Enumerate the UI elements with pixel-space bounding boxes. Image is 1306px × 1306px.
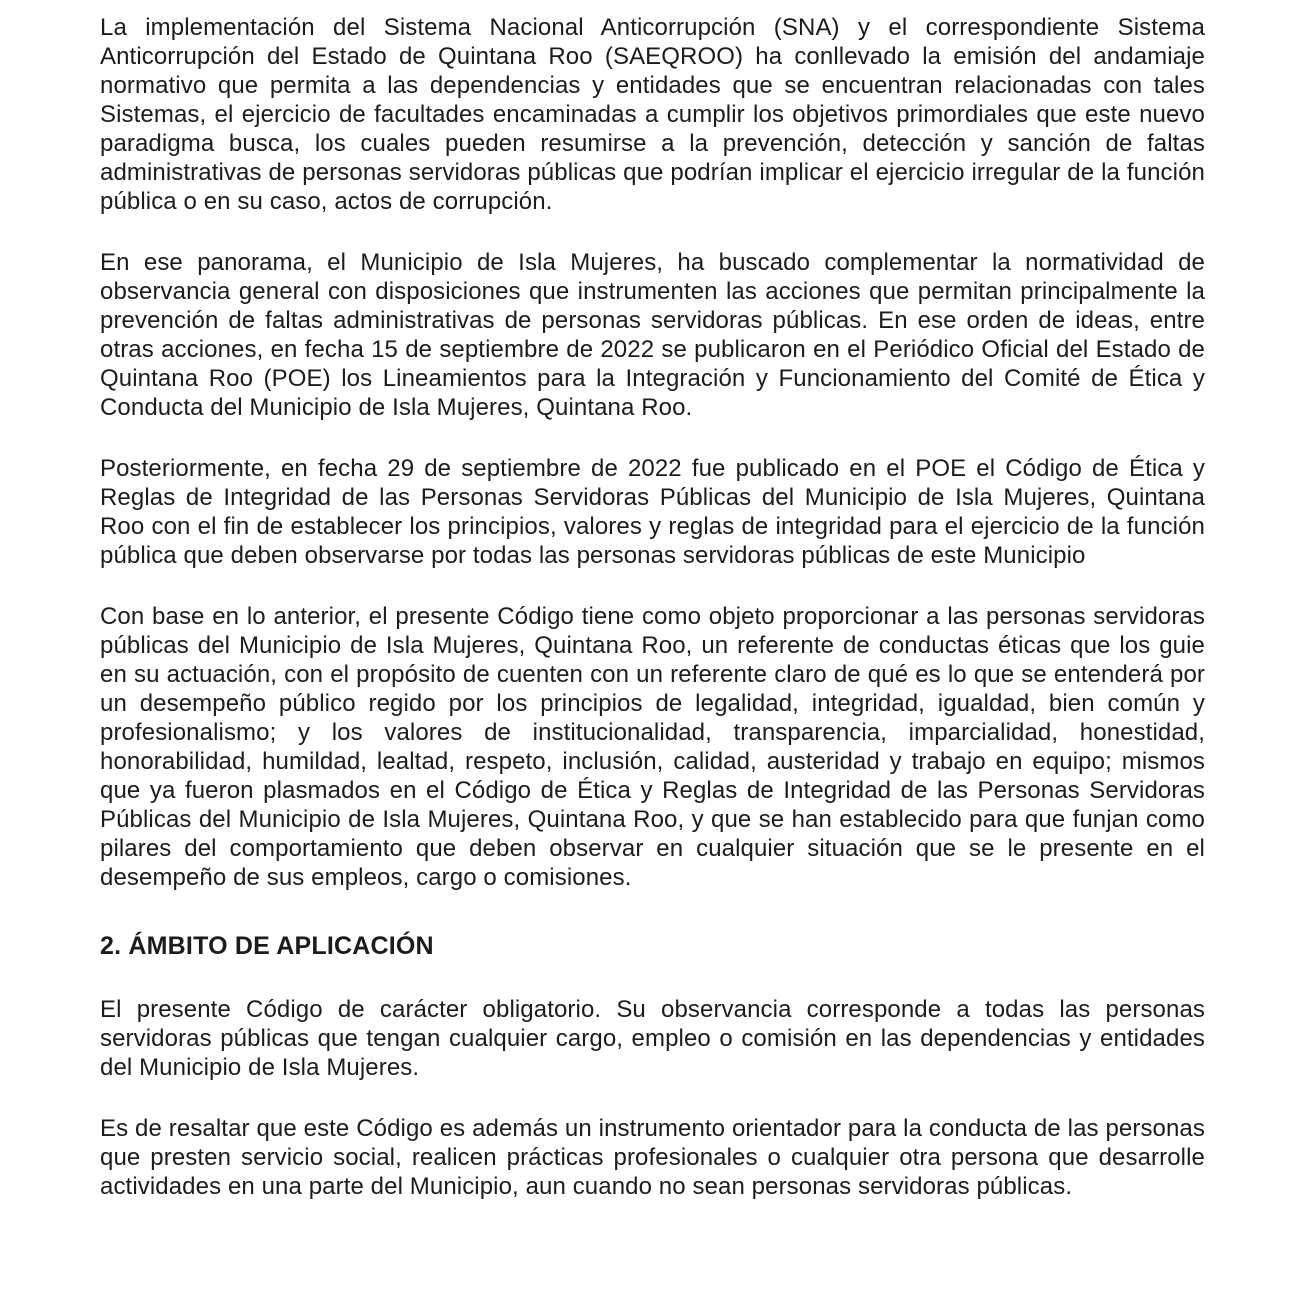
paragraph-instrumento-orientador: Es de resaltar que este Código es además un instrumento orientador para la conducta de las personas que presten servicio social, realicen prácticas profesionales o cualquier otra persona que desarrolle actividades en una parte del Municipio, aun cuando no sean personas servidoras públicas. [100,1115,1205,1200]
paragraph-intro-sna: La implementación del Sistema Nacional Anticorrupción (SNA) y el correspondiente Sistema Anticorrupción del Estado de Quintana Roo (SAEQROO) ha conllevado la emisión del andamiaje normativo que permita a las dependencias y entidades que se encuentran relacionadas con tales Sistemas, el ejercicio de facultades encaminadas a cumplir los objetivos primordiales que este nuevo paradigma busca, los cuales pueden resumirse a la prevención, detección y sanción de faltas administrativas de personas servidoras públicas que podrían implicar el ejercicio irregular de la función pública o en su caso, actos de corrupción. [100,14,1205,215]
paragraph-observancia-obligatoria: El presente Código de carácter obligatorio. Su observancia corresponde a todas las personas servidoras públicas que tengan cualquier cargo, empleo o comisión en las dependencias y entidades del Municipio de Isla Mujeres. [100,996,1205,1081]
paragraph-objeto-codigo: Con base en lo anterior, el presente Código tiene como objeto proporcionar a las personas servidoras públicas del Municipio de Isla Mujeres, Quintana Roo, un referente de conductas éticas que los guie en su actuación, con el propósito de cuenten con un referente claro de qué es lo que se entenderá por un desempeño público regido por los principios de legalidad, integridad, igualdad, bien común y profesionalismo; y los valores de institucionalidad, transparencia, imparcialidad, honestidad, honorabilidad, humildad, lealtad, respeto, inclusión, calidad, austeridad y trabajo en equipo; mismos que ya fueron plasmados en el Código de Ética y Reglas de Integridad de las Personas Servidoras Públicas del Municipio de Isla Mujeres, Quintana Roo, y que se han establecido para que funjan como pilares del comportamiento que deben observar en cualquier situación que se le presente en el desempeño de sus empleos, cargo o comisiones. [100,603,1205,891]
paragraph-panorama-municipio: En ese panorama, el Municipio de Isla Mujeres, ha buscado complementar la normatividad de observancia general con disposiciones que instrumenten las acciones que permitan principalmente la prevención de faltas administrativas de personas servidoras públicas. En ese orden de ideas, entre otras acciones, en fecha 15 de septiembre de 2022 se publicaron en el Periódico Oficial del Estado de Quintana Roo (POE) los Lineamientos para la Integración y Funcionamiento del Comité de Ética y Conducta del Municipio de Isla Mujeres, Quintana Roo. [100,249,1205,421]
section-heading-ambito-aplicacion: 2. ÁMBITO DE APLICACIÓN [100,932,434,960]
paragraph-codigo-etica-publicacion: Posteriormente, en fecha 29 de septiembre de 2022 fue publicado en el POE el Código de Ética y Reglas de Integridad de las Personas Servidoras Públicas del Municipio de Isla Mujeres, Quintana Roo con el fin de establecer los principios, valores y reglas de integridad para el ejercicio de la función pública que deben observarse por todas las personas servidoras públicas de este Municipio [100,455,1205,569]
